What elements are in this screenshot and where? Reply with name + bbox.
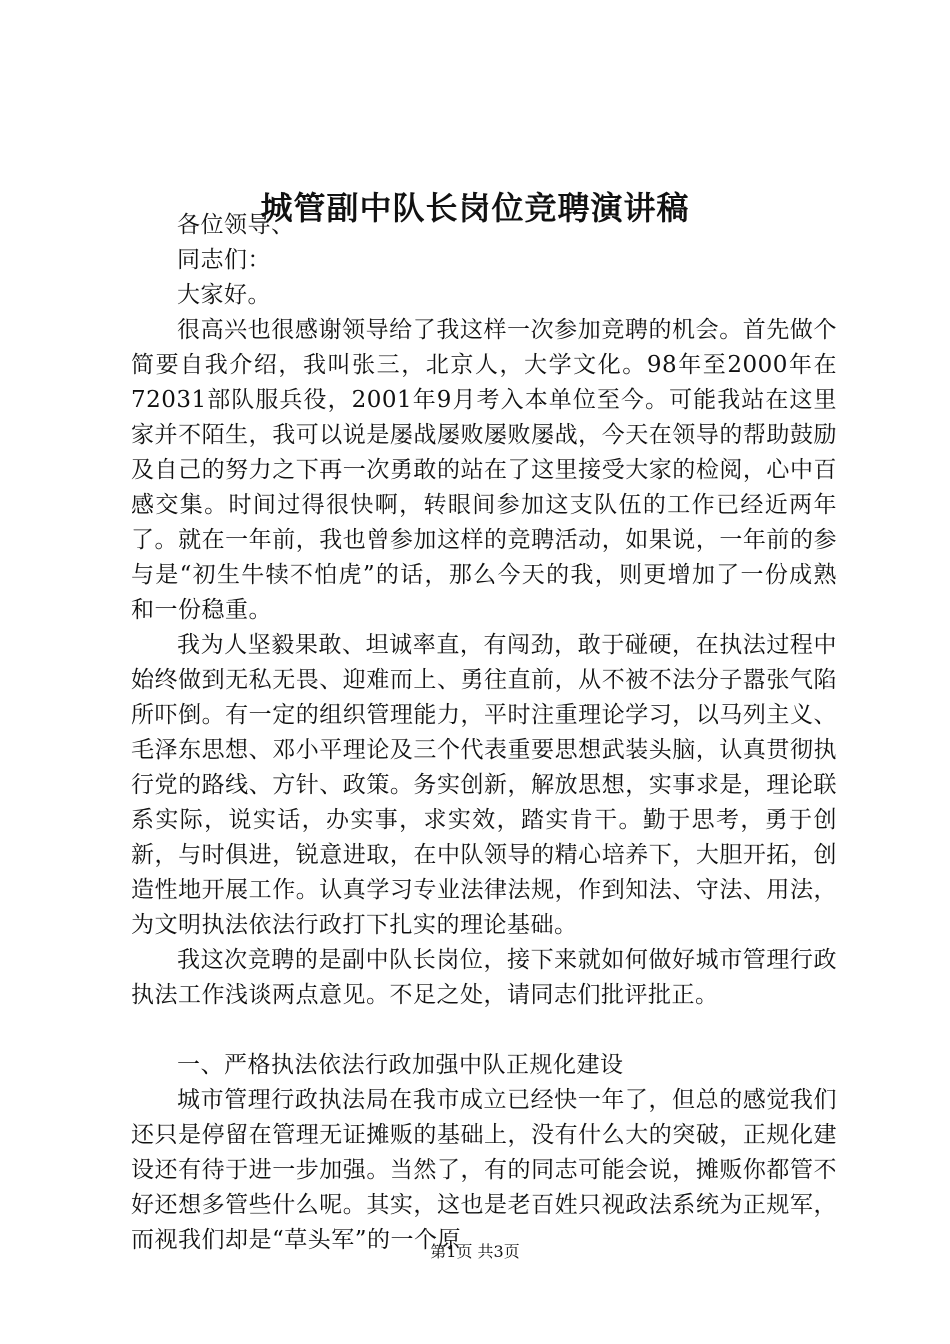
greeting-line: 大家好。 bbox=[177, 282, 271, 308]
greeting-line: 同志们： bbox=[177, 247, 271, 273]
body-paragraph: 我为人坚毅果敢、坦诚率直，有闯劲，敢于碰硬，在执法过程中始终做到无私无畏、迎难而上、勇往直前，从不被不法分子嚣张气陷所吓倒。有一定的组织管理能力，平时注重理论学习，以马列主义、毛泽东思想、邓小平理论及三个代表重要思想武装头脑，认真贯彻执行党的路线、方针、政策。务实创新，解放思想，实事求是，理论联系实际，说实话，办实事，求实效，踏实肯干。勤于思考，勇于创新，与时俱进，锐意进取，在中队领导的精心培养下，大胆开拓，创造性地开展工作。认真学习专业法律法规，作到知法、守法、用法，为文明执法依法行政打下扎实的理论基础。 bbox=[131, 632, 837, 938]
section-paragraph: 城市管理行政执法局在我市成立已经快一年了，但总的感觉我们还只是停留在管理无证摊贩的基础上，没有什么大的突破，正规化建设还有待于进一步加强。当然了，有的同志可能会说，摊贩你都管不好还想多管些什么呢。其实，这也是老百姓只视政法系统为正规军，而视我们却是“草头军”的一个原 bbox=[131, 1087, 837, 1253]
document-title: 城管副中队长岗位竞聘演讲稿 bbox=[260, 189, 690, 227]
page-number: 第1页 共3页 bbox=[430, 1242, 520, 1261]
body-paragraph: 我这次竞聘的是副中队长岗位，接下来就如何做好城市管理行政执法工作浅谈两点意见。不足之处，请同志们批评批正。 bbox=[131, 947, 837, 1008]
section-heading: 一、严格执法依法行政加强中队正规化建设 bbox=[177, 1052, 624, 1078]
body-paragraph: 很高兴也很感谢领导给了我这样一次参加竞聘的机会。首先做个简要自我介绍，我叫张三，北京人，大学文化。98年至2000年在72031部队服兵役，2001年9月考入本单位至今。可能我站在这里家并不陌生，我可以说是屡战屡败屡败屡战，今天在领导的帮助鼓励及自己的努力之下再一次勇敢的站在了这里接受大家的检阅，心中百感交集。时间过得很快啊，转眼间参加这支队伍的工作已经近两年了。就在一年前，我也曾参加这样的竞聘活动，如果说，一年前的参与是“初生牛犊不怕虎”的话，那么今天的我，则更增加了一份成熟和一份稳重。 bbox=[131, 317, 837, 623]
paragraph-spacer bbox=[131, 1013, 837, 1048]
document-body bbox=[131, 208, 837, 1258]
greeting-line: 各位领导、 bbox=[177, 212, 295, 238]
